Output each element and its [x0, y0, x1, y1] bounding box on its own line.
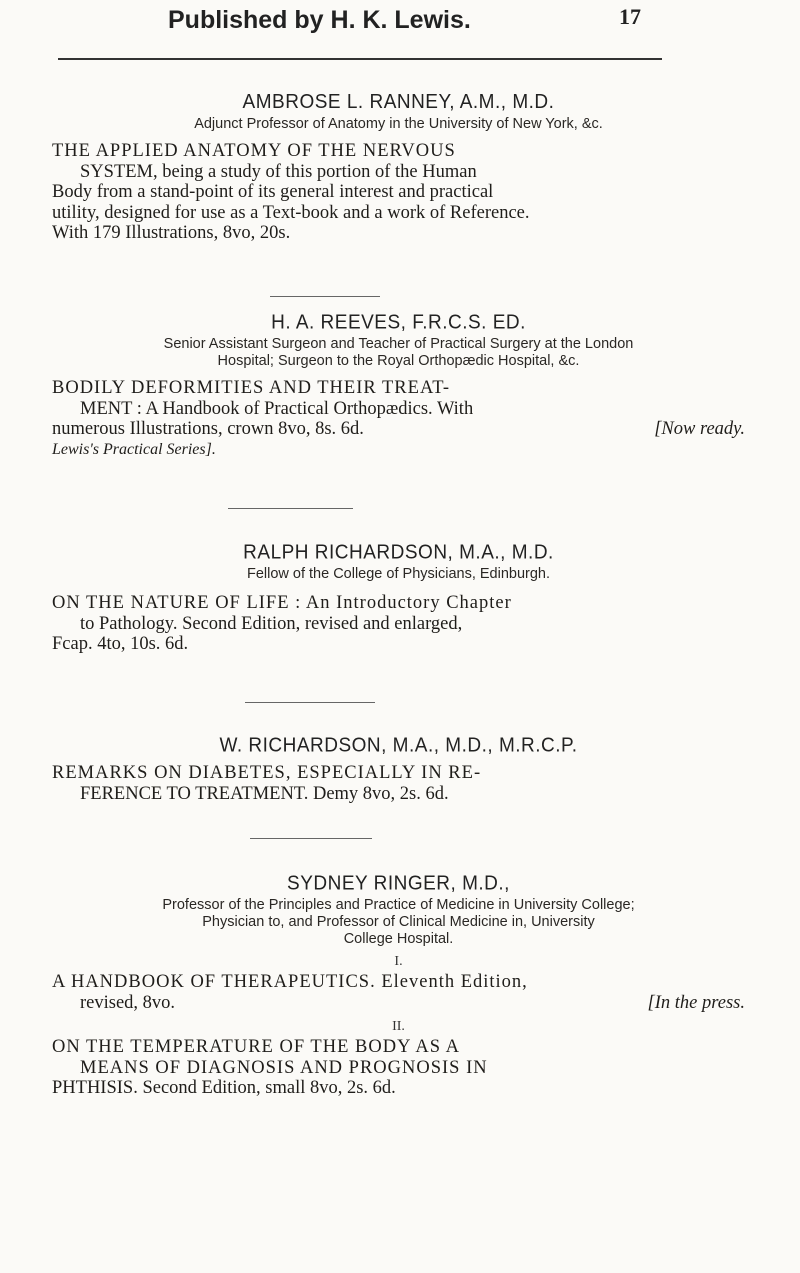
book-title-line: ON THE TEMPERATURE OF THE BODY AS A [52, 1037, 460, 1057]
author-credential-line: Professor of the Principles and Practice of Medicine in University College; [162, 897, 635, 913]
book-title-line: REMARKS ON DIABETES, ESPECIALLY IN RE- [52, 763, 482, 783]
section-divider [250, 838, 372, 839]
work-numeral: I. [394, 954, 403, 969]
entry-reeves [52, 312, 745, 460]
body-line-with-note [52, 419, 745, 440]
author-name: AMBROSE L. RANNEY, A.M., M.D. [242, 91, 555, 114]
body-line: Fcap. 4to, 10s. 6d. [52, 634, 189, 654]
book-title-line: THE APPLIED ANATOMY OF THE NERVOUS [52, 141, 456, 161]
entry-ralph-richardson [52, 542, 745, 655]
author-credential-line: College Hospital. [343, 931, 454, 947]
author-credential-line: Physician to, and Professor of Clinical Medicine in, University [202, 914, 595, 930]
body-line: With 179 Illustrations, 8vo, 20s. [52, 223, 291, 243]
author-name: SYDNEY RINGER, M.D., [287, 872, 510, 895]
author-name: H. A. REEVES, F.R.C.S. ED. [271, 311, 526, 334]
book-description [52, 972, 745, 1013]
book-title-line: ON THE NATURE OF LIFE : An Introductory Chapter [52, 593, 512, 613]
body-line: PHTHISIS. Second Edition, small 8vo, 2s. 6d. [52, 1078, 396, 1098]
body-line: to Pathology. Second Edition, revised and enlarged, [80, 613, 463, 634]
body-line: MENT : A Handbook of Practical Orthopædics. With [80, 398, 474, 419]
author-name: RALPH RICHARDSON, M.A., M.D. [243, 541, 554, 564]
book-title-line: BODILY DEFORMITIES AND THEIR TREAT- [52, 378, 451, 398]
author-credential: Fellow of the College of Physicians, Edinburgh. [246, 566, 551, 582]
body-line: SYSTEM, being a study of this portion of the Human [80, 161, 477, 182]
header-rule [58, 58, 662, 60]
author-name: W. RICHARDSON, M.A., M.D., M.R.C.P. [219, 734, 578, 757]
body-line: Body from a stand-point of its general interest and practical [52, 182, 494, 202]
book-description [52, 141, 745, 244]
section-divider [245, 702, 375, 703]
book-title-line: A HANDBOOK OF THERAPEUTICS. Eleventh Edition, [52, 972, 528, 992]
body-line: revised, 8vo. [80, 992, 176, 1013]
availability-note: [Now ready. [654, 419, 745, 439]
body-line: utility, designed for use as a Text-book and a work of Reference. [52, 202, 530, 223]
entry-w-richardson [52, 735, 745, 804]
page-number: 17 [619, 4, 641, 29]
entry-ringer [52, 873, 745, 1099]
body-line: MEANS OF DIAGNOSIS AND PROGNOSIS IN [80, 1057, 488, 1078]
section-divider [228, 508, 353, 509]
book-description [52, 1037, 745, 1099]
running-head: Published by H. K. Lewis. [168, 6, 471, 34]
author-credential-line: Senior Assistant Surgeon and Teacher of Practical Surgery at the London [163, 336, 634, 352]
book-description [52, 763, 745, 804]
book-description [52, 593, 745, 655]
series-note: Lewis's Practical Series]. [52, 440, 216, 458]
book-description [52, 378, 745, 460]
section-divider [270, 296, 380, 297]
body-line: FERENCE TO TREATMENT. Demy 8vo, 2s. 6d. [80, 783, 449, 804]
body-line: numerous Illustrations, crown 8vo, 8s. 6d. [52, 419, 364, 439]
body-line-with-note [52, 993, 745, 1014]
availability-note: [In the press. [647, 992, 745, 1013]
work-numeral: II. [392, 1019, 405, 1034]
author-credential-line: Hospital; Surgeon to the Royal Orthopædic Hospital, &c. [217, 353, 580, 369]
author-credential: Adjunct Professor of Anatomy in the University of New York, &c. [194, 116, 603, 132]
entry-ranney [52, 92, 745, 244]
